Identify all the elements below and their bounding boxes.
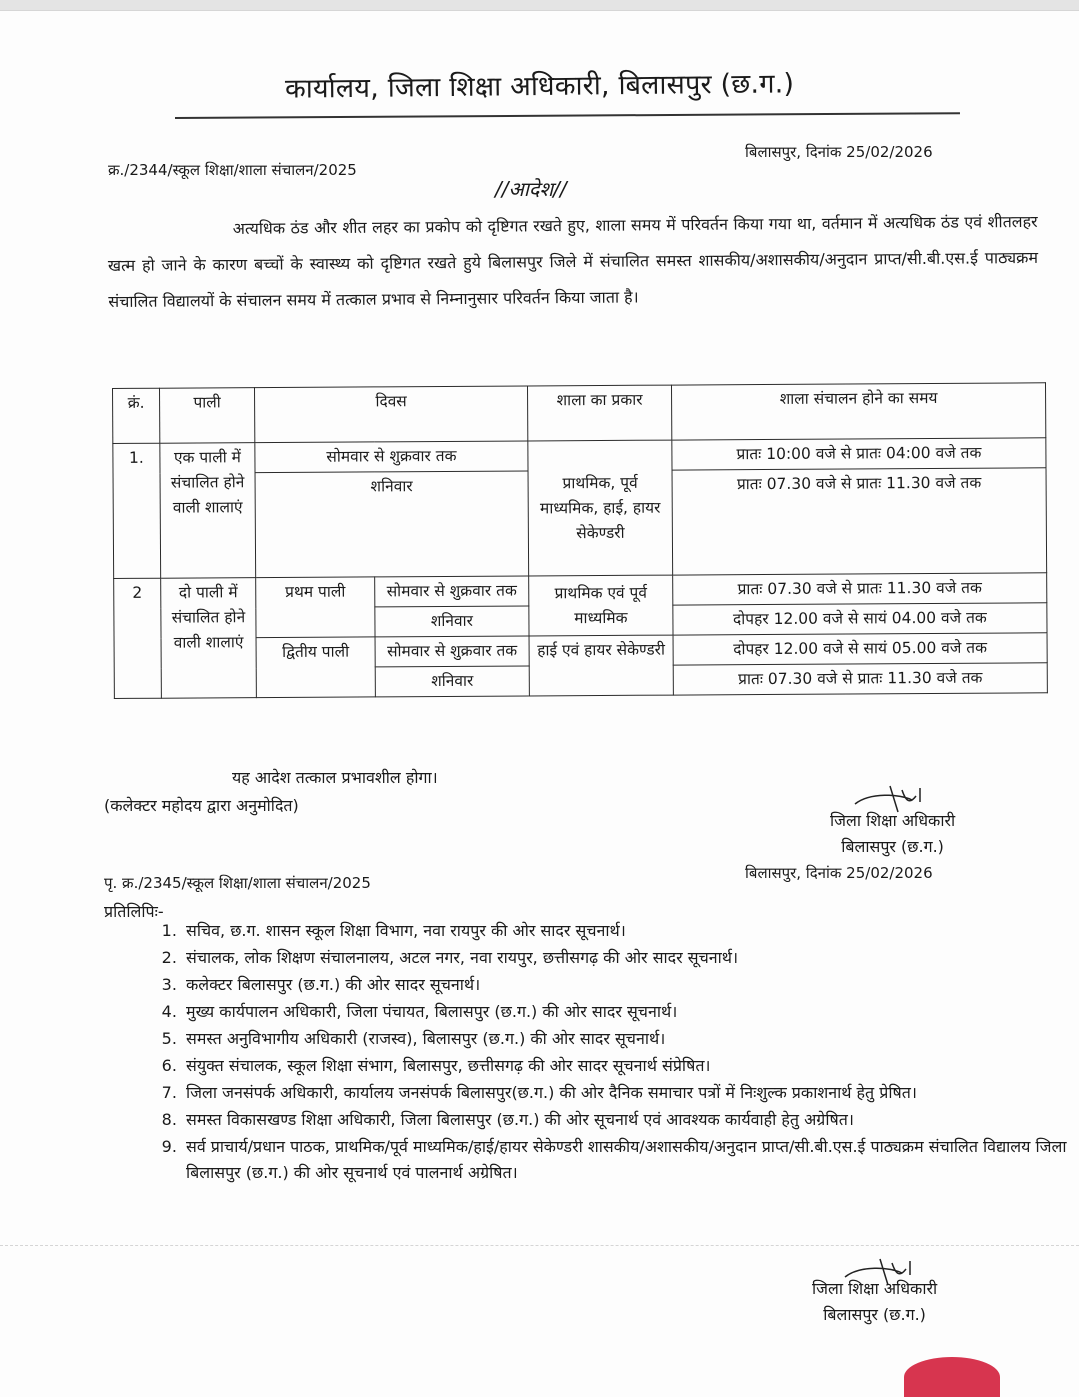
approval-note: (कलेक्टर महोदय द्वारा अनुमोदित) (104, 796, 299, 815)
header-school-type: शाला का प्रकार (527, 385, 671, 441)
list-item: 5. समस्त अनुविभागीय अधिकारी (राजस्व), बिलासपुर (छ.ग.) की ओर सादर सूचनार्थ। (182, 1026, 1072, 1052)
row1-no: 1. (113, 443, 161, 578)
row1-day-weekdays: सोमवार से शुक्रवार तक (255, 441, 528, 473)
row2-second-shift-school-type: हाई एवं हायर सेकेण्डरी (529, 635, 673, 696)
red-mark (904, 1357, 1000, 1397)
header-shift: पाली (160, 388, 255, 444)
signatory-block-1 (830, 808, 955, 860)
copy-place-date: बिलासपुर, दिनांक 25/02/2026 (745, 864, 933, 882)
list-item: 3. कलेक्टर बिलासपुर (छ.ग.) की ओर सादर सूचनार्थ। (182, 972, 1072, 998)
signatory-designation: जिला शिक्षा अधिकारी (812, 1279, 938, 1298)
row1-time-weekdays: प्रातः 10:00 वजे से प्रातः 04:00 वजे तक (672, 438, 1046, 470)
list-item: 9. सर्व प्राचार्य/प्रधान पाठक, प्राथमिक/पूर्व माध्यमिक/हाई/हायर सेकेण्डरी शासकीय/अशासकीय/अनुदान प्राप्त/सी.बी.एस.ई पाठ्यक्रम संचालित विद्यालय जिला बिलासपुर (छ.ग.) की ओर सूचनार्थ एवं पालनार्थ अग्रेषित। (182, 1134, 1072, 1186)
row2-no: 2 (114, 578, 162, 698)
header-no: क्रं. (113, 388, 160, 443)
effect-note: यह आदेश तत्काल प्रभावशील होगा। (232, 768, 438, 787)
signatory-block-2 (812, 1276, 937, 1328)
order-paragraph (108, 204, 1039, 320)
scan-artifact-line (0, 1245, 1079, 1246)
row1-school-type: प्राथमिक, पूर्व माध्यमिक, हाई, हायर सेकेण्डरी (528, 440, 673, 576)
copy-reference: पृ. क्र./2345/स्कूल शिक्षा/शाला संचालन/2025 (104, 874, 371, 892)
header-day: दिवस (255, 386, 528, 443)
row2-second-shift-label: द्वितीय पाली (256, 637, 375, 698)
order-reference: क्र./2344/स्कूल शिक्षा/शाला संचालन/2025 (108, 161, 357, 179)
top-bar (0, 0, 1079, 11)
title-underline (175, 112, 960, 119)
row2-first-shift-school-type: प्राथमिक एवं पूर्व माध्यमिक (529, 575, 673, 636)
list-item: 4. मुख्य कार्यपालन अधिकारी, जिला पंचायत, बिलासपुर (छ.ग.) की ओर सादर सूचनार्थ। (182, 999, 1072, 1025)
signatory-location: बिलासपुर (छ.ग.) (841, 837, 944, 856)
copy-recipient-list (150, 918, 1072, 1187)
row2-first-shift-time-weekdays: प्रातः 07.30 वजे से प्रातः 11.30 वजे तक (673, 573, 1047, 605)
row2-first-shift-label: प्रथम पाली (256, 577, 375, 638)
row2-second-shift-day-weekdays: सोमवार से शुक्रवार तक (375, 636, 529, 667)
list-item: 2. संचालक, लोक शिक्षण संचालनालय, अटल नगर, नवा रायपुर, छत्तीसगढ़ की ओर सादर सूचनार्थ। (182, 945, 1072, 971)
table-header-row (113, 383, 1046, 444)
list-item: 8. समस्त विकासखण्ड शिक्षा अधिकारी, जिला बिलासपुर (छ.ग.) की ओर सूचनार्थ एवं आवश्यक कार्यवाही हेतु अग्रेषित। (182, 1107, 1072, 1133)
row2-second-shift-day-saturday: शनिवार (375, 666, 529, 697)
copy-label: प्रतिलिपिः- (104, 902, 164, 921)
row2-first-shift-day-weekdays: सोमवार से शुक्रवार तक (375, 576, 529, 607)
order-heading: //आदेश// (495, 177, 567, 201)
row1-shift: एक पाली में संचालित होने वाली शालाएं (160, 443, 256, 579)
signatory-designation: जिला शिक्षा अधिकारी (830, 811, 956, 830)
row2-second-shift-time-weekdays: दोपहर 12.00 वजे से सायं 05.00 वजे तक (673, 633, 1047, 665)
row2-second-shift-time-saturday: प्रातः 07.30 वजे से प्रातः 11.30 वजे तक (673, 663, 1047, 695)
list-item: 6. संयुक्त संचालक, स्कूल शिक्षा संभाग, बिलासपुर, छत्तीसगढ़ की ओर सादर सूचनार्थ संप्रेषित। (182, 1053, 1072, 1079)
row2-first-shift-day-saturday: शनिवार (375, 606, 529, 637)
row1-time-saturday: प्रातः 07.30 वजे से प्रातः 11.30 वजे तक (672, 468, 1047, 575)
office-title: कार्यालय, जिला शिक्षा अधिकारी, बिलासपुर (छ.ग.) (284, 68, 795, 105)
list-item: 1. सचिव, छ.ग. शासन स्कूल शिक्षा विभाग, नवा रायपुर की ओर सादर सूचनार्थ। (182, 918, 1072, 944)
signatory-location: बिलासपुर (छ.ग.) (823, 1305, 926, 1324)
school-timing-table (112, 382, 1048, 699)
order-place-date: बिलासपुर, दिनांक 25/02/2026 (745, 143, 933, 161)
list-item: 7. जिला जनसंपर्क अधिकारी, कार्यालय जनसंपर्क बिलासपुर(छ.ग.) की ओर दैनिक समाचार पत्रों में निःशुल्क प्रकाशनार्थ हेतु प्रेषित। (182, 1080, 1072, 1106)
row2-first-shift-time-saturday: दोपहर 12.00 वजे से सायं 04.00 वजे तक (673, 603, 1047, 635)
order-paragraph-text: अत्यधिक ठंड और शीत लहर का प्रकोप को दृष्टिगत रखते हुए, शाला समय में परिवर्तन किया गया था, वर्तमान में अत्यधिक ठंड एवं शीतलहर खत्म हो जाने के कारण बच्चों के स्वास्थ्य को दृष्टिगत रखते हुये बिलासपुर जिले में संचालित समस्त शासकीय/अशासकीय/अनुदान प्राप्त/सी.बी.एस.ई पाठ्यक्रम संचालित विद्यालयों के संचालन समय में तत्काल प्रभाव से निम्नानुसार परिवर्तन किया जाता है। (107, 211, 1039, 312)
row1-day-saturday: शनिवार (255, 471, 529, 578)
row2-shift: दो पाली में संचालित होने वाली शालाएं (161, 578, 257, 699)
header-time: शाला संचालन होने का समय (671, 383, 1045, 440)
